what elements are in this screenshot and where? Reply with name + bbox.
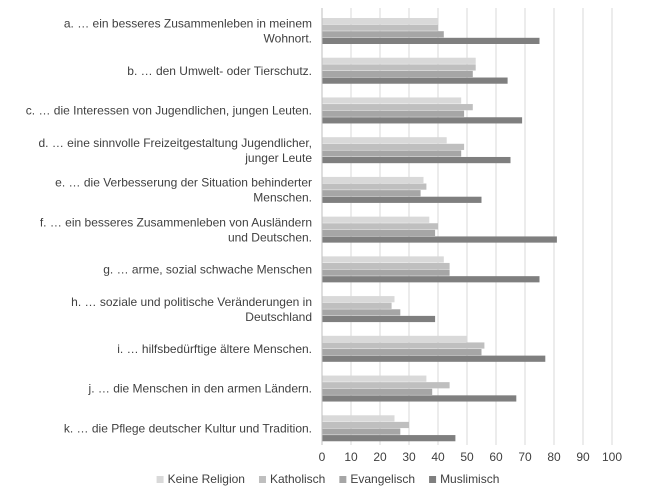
bar-keine-religion [322,217,429,223]
bars [322,18,557,441]
category-label: d. … eine sinnvolle Freizeitgestaltung Jugendlicher, junger Leute [38,135,312,165]
bar-keine-religion [322,177,424,183]
bar-muslimisch [322,316,435,322]
bar-katholisch [322,422,409,428]
bar-keine-religion [322,296,395,302]
legend-label-muslimisch: Muslimisch [440,472,500,486]
bar-evangelisch [322,428,400,434]
bar-muslimisch [322,197,482,203]
x-tick-label: 30 [402,450,416,464]
bar-keine-religion [322,97,461,103]
bar-katholisch [322,64,476,70]
legend-label-evangelisch: Evangelisch [350,472,416,486]
category-label: b. … den Umwelt- oder Tierschutz. [127,63,312,78]
legend-label-keine-religion: Keine Religion [167,472,245,486]
bar-muslimisch [322,395,516,401]
x-tick-label: 70 [518,450,532,464]
bar-evangelisch [322,309,400,315]
category-label: j. … die Menschen in den armen Ländern. [88,381,312,396]
bar-katholisch [322,104,473,110]
bar-katholisch [322,303,392,309]
category-label: k. … die Pflege deutscher Kultur und Tradition. [63,421,312,436]
bar-katholisch [322,263,450,269]
bar-keine-religion [322,58,476,64]
category-labels [26,17,313,436]
bar-muslimisch [322,236,557,242]
category-label: g. … arme, sozial schwache Menschen [103,262,312,277]
x-tick-label: 60 [489,450,503,464]
bar-keine-religion [322,415,395,421]
bar-keine-religion [322,336,467,342]
bar-muslimisch [322,276,540,282]
category-label: a. … ein besseres Zusammenleben in meinem Wohnort. [63,16,312,46]
bar-evangelisch [322,31,444,37]
category-label: i. … hilfsbedürftige ältere Menschen. [117,342,312,357]
bar-muslimisch [322,117,522,123]
bar-evangelisch [322,270,450,276]
x-tick-label: 90 [576,450,590,464]
bar-muslimisch [322,78,508,84]
legend-swatch-katholisch [259,476,266,483]
legend [157,472,500,486]
legend-swatch-evangelisch [339,476,346,483]
x-tick-label: 50 [460,450,474,464]
category-label: e. … die Verbesserung der Situation behinderter Menschen. [55,175,312,205]
x-tick-label: 20 [373,450,387,464]
x-tick-label: 0 [318,450,326,464]
bar-katholisch [322,382,450,388]
legend-label-katholisch: Katholisch [269,472,326,486]
bar-katholisch [322,184,426,190]
bar-keine-religion [322,376,426,382]
bar-evangelisch [322,71,473,77]
category-label: f. … ein besseres Zusammenleben von Ausländern und Deutschen. [39,215,312,245]
bar-muslimisch [322,38,540,44]
bar-evangelisch [322,190,421,196]
x-tick-label: 80 [547,450,561,464]
bar-keine-religion [322,18,438,24]
x-tick-label: 100 [601,450,623,464]
x-tick-label: 10 [344,450,358,464]
bar-katholisch [322,342,484,348]
legend-swatch-muslimisch [429,476,436,483]
x-tick-label: 40 [431,450,445,464]
bar-evangelisch [322,150,461,156]
bar-evangelisch [322,349,482,355]
bar-muslimisch [322,157,511,163]
bar-katholisch [322,25,438,31]
bar-muslimisch [322,435,455,441]
legend-swatch-keine-religion [157,476,164,483]
bar-evangelisch [322,389,432,395]
bar-evangelisch [322,111,464,117]
bar-muslimisch [322,356,545,362]
bar-keine-religion [322,137,447,143]
bar-keine-religion [322,256,444,262]
category-label: c. … die Interessen von Jugendlichen, jungen Leuten. [25,103,312,118]
bar-evangelisch [322,230,435,236]
category-label: h. … soziale und politische Veränderungen in Deutschland [71,294,312,324]
bar-katholisch [322,223,438,229]
bar-katholisch [322,144,464,150]
